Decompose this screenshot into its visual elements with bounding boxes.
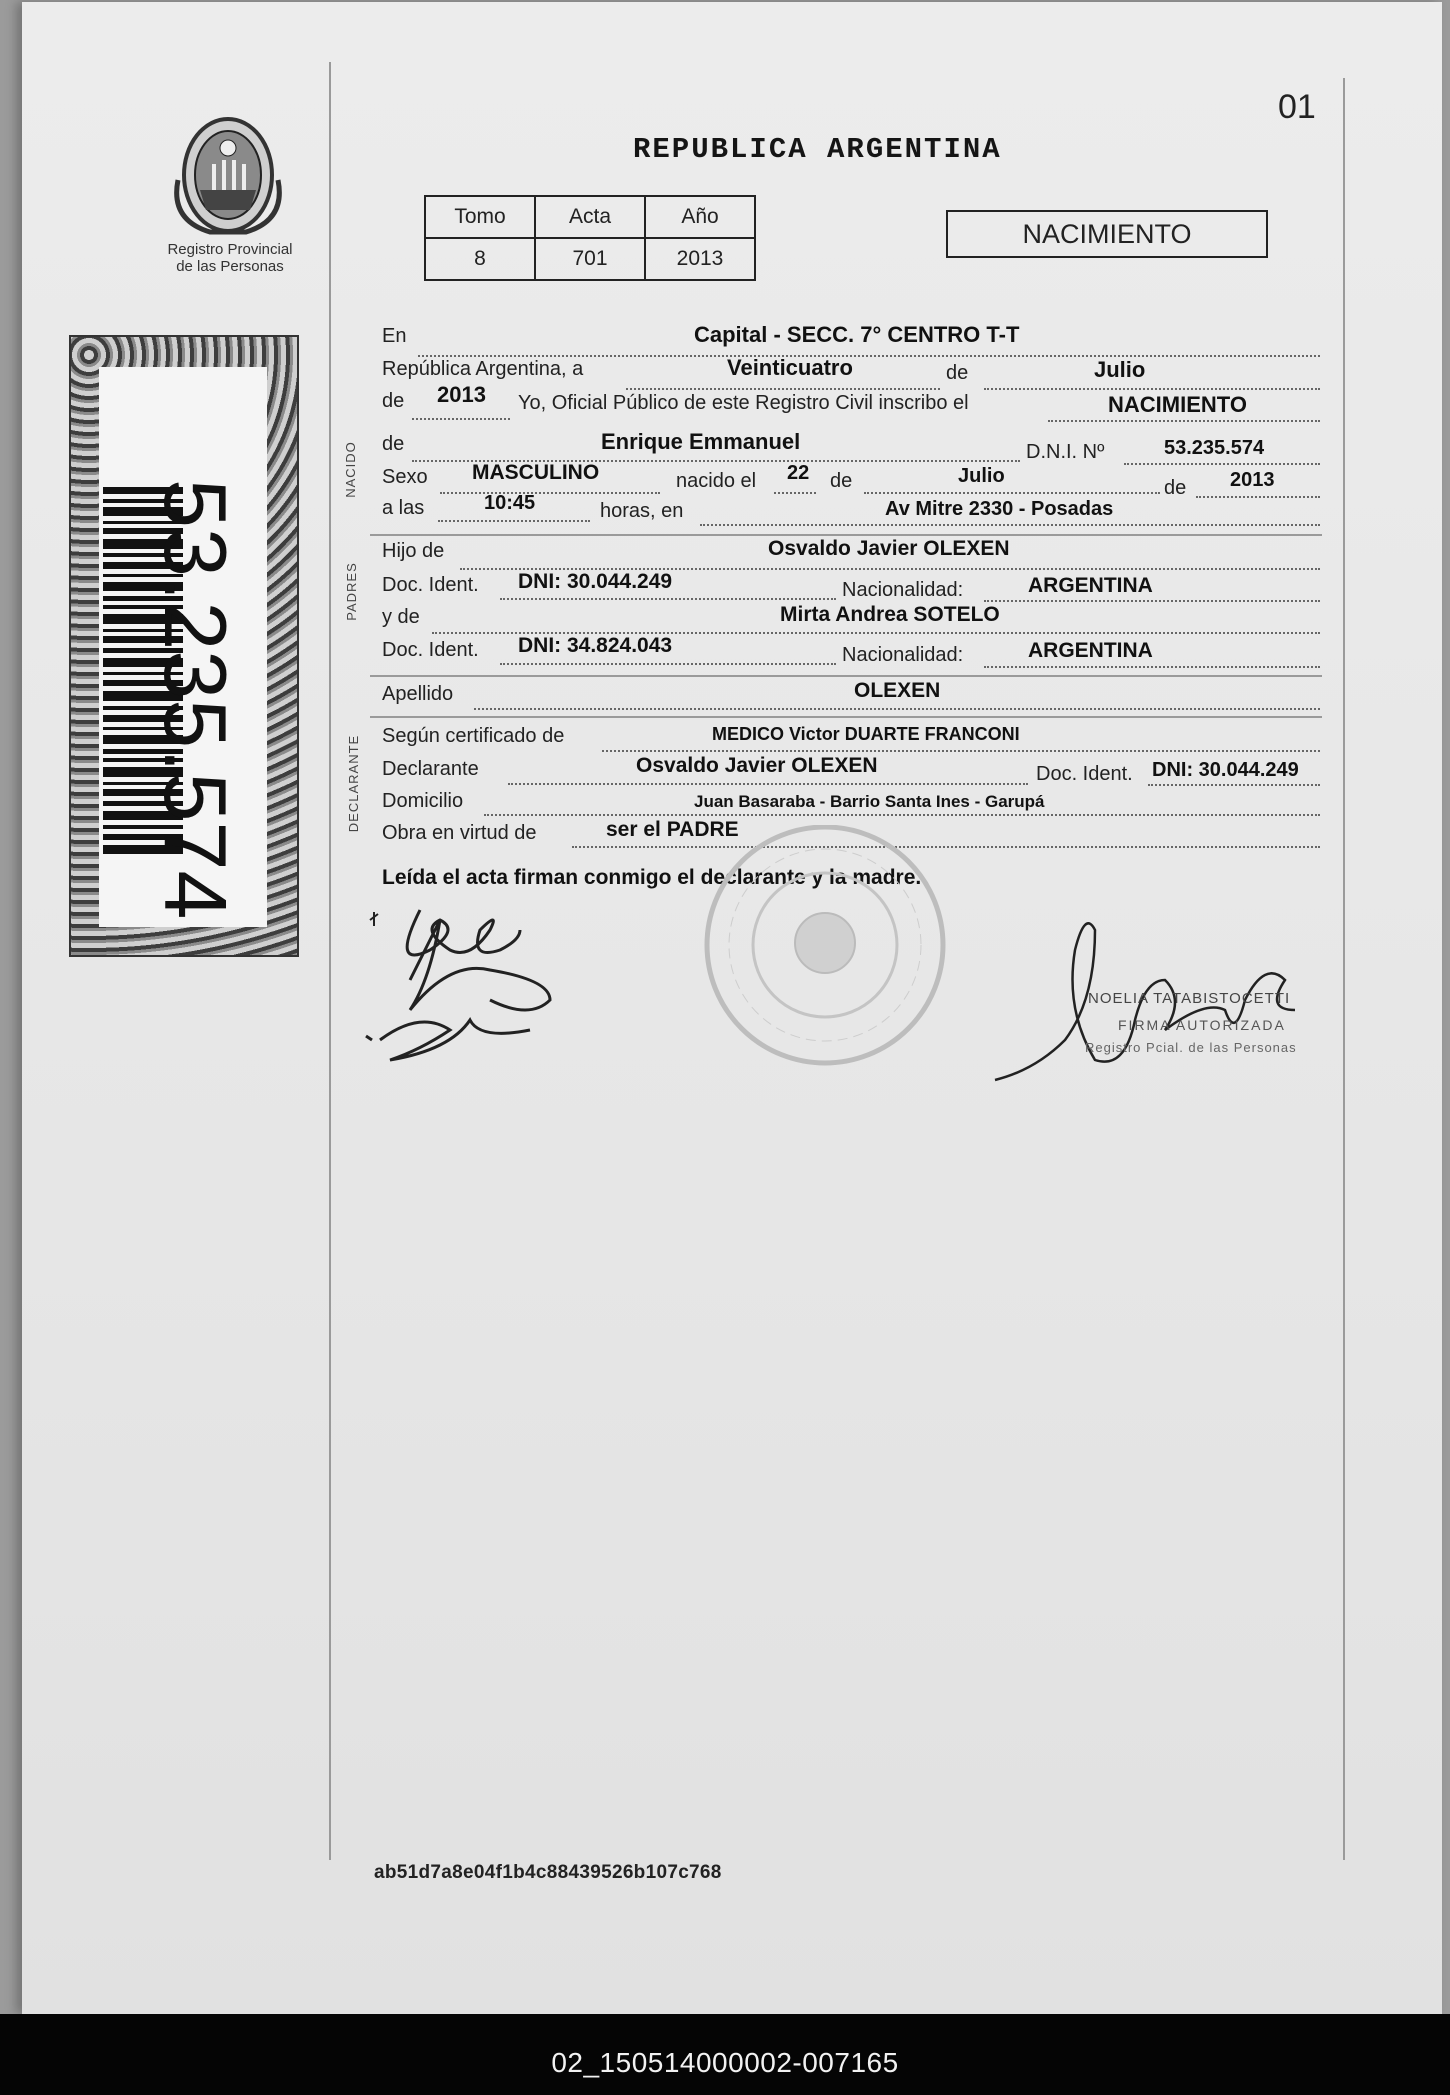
official-stamp-icon <box>690 825 960 1075</box>
label-dni: D.N.I. Nº <box>1026 441 1105 463</box>
dotted-line <box>774 492 816 494</box>
dotted-line <box>700 524 1320 526</box>
barcode-label <box>69 335 299 957</box>
dotted-line <box>1048 420 1320 422</box>
label-nacionalidad-madre: Nacionalidad: <box>842 644 964 666</box>
page-number: 01 <box>1278 88 1316 126</box>
dotted-line <box>864 492 1160 494</box>
province-crest-icon <box>170 110 286 240</box>
barcode-inner <box>99 367 267 927</box>
section-divider <box>370 534 1322 536</box>
dotted-line <box>500 663 836 665</box>
barcode-number: 53.235.574 <box>146 479 245 920</box>
side-label-declarante: DECLARANTE <box>346 734 362 833</box>
declarant-signature-icon <box>360 890 600 1070</box>
dotted-line <box>984 388 1320 390</box>
side-label-nacido: NACIDO <box>342 441 358 498</box>
value-doc-padre: DNI: 30.044.249 <box>518 570 673 593</box>
dotted-line <box>984 666 1320 668</box>
value-obra: ser el PADRE <box>606 818 739 841</box>
document-title: REPUBLICA ARGENTINA <box>633 133 1002 166</box>
dotted-line <box>440 492 660 494</box>
value-padre: Osvaldo Javier OLEXEN <box>768 537 1010 560</box>
label-obra: Obra en virtud de <box>382 822 537 844</box>
scan-file-caption: 02_150514000002-007165 <box>551 2047 899 2078</box>
value-nacido-dia: 22 <box>787 462 810 484</box>
side-label-padres: PADRES <box>343 562 359 621</box>
dotted-line <box>474 708 1320 710</box>
value-tomo: 8 <box>425 238 535 280</box>
value-nombre: Enrique Emmanuel <box>601 429 801 454</box>
header-acta: Acta <box>535 196 645 238</box>
dotted-line <box>1148 784 1320 786</box>
label-hijo-de: Hijo de <box>382 540 445 562</box>
registry-line-2: de las Personas <box>176 258 284 275</box>
tomo-acta-ano-table <box>424 195 756 281</box>
dotted-line <box>500 598 836 600</box>
dotted-line <box>438 520 590 522</box>
value-inscribo: NACIMIENTO <box>1108 392 1247 417</box>
label-doc-padre: Doc. Ident. <box>382 574 479 596</box>
dotted-line <box>1196 496 1320 498</box>
value-madre: Mirta Andrea SOTELO <box>780 603 1000 626</box>
value-domicilio: Juan Basaraba - Barrio Santa Ines - Garupá <box>694 792 1045 811</box>
label-de-mes: de <box>946 362 969 384</box>
value-apellido: OLEXEN <box>854 679 941 702</box>
authorized-officer-name: NOELIA TATABISTOCETTI <box>1088 990 1291 1007</box>
label-declarante: Declarante <box>382 758 479 780</box>
value-ano: 2013 <box>645 238 755 280</box>
value-nacionalidad-madre: ARGENTINA <box>1028 639 1153 662</box>
dotted-line <box>602 750 1320 752</box>
dotted-line <box>412 418 510 420</box>
section-divider <box>370 675 1322 677</box>
value-sexo: MASCULINO <box>472 461 600 484</box>
value-lugar-secc: Capital - SECC. 7° CENTRO T-T <box>694 322 1020 347</box>
section-divider <box>370 716 1322 718</box>
label-certificado: Según certificado de <box>382 725 565 747</box>
row-lugar <box>382 325 406 348</box>
value-nacido-mes: Julio <box>958 465 1005 487</box>
value-hora: 10:45 <box>484 492 536 514</box>
value-nacido-ano: 2013 <box>1230 469 1275 491</box>
value-acta: 701 <box>535 238 645 280</box>
value-certificado: MEDICO Victor DUARTE FRANCONI <box>712 724 1020 744</box>
label-nacionalidad-padre: Nacionalidad: <box>842 579 964 601</box>
document-hash: ab51d7a8e04f1b4c88439526b107c768 <box>374 1862 722 1883</box>
dotted-line <box>508 783 1028 785</box>
value-ano: 2013 <box>437 382 486 407</box>
value-doc-madre: DNI: 34.824.043 <box>518 634 673 657</box>
label-a-las: a las <box>382 497 425 519</box>
record-type-box: NACIMIENTO <box>946 210 1268 258</box>
header-ano: Año <box>645 196 755 238</box>
registry-office-label: Registro Pcial. de las Personas <box>1085 1040 1297 1055</box>
left-margin-rule <box>329 62 331 1860</box>
dotted-line <box>418 355 1320 357</box>
header-tomo: Tomo <box>425 196 535 238</box>
authorized-signature-label: FIRMA AUTORIZADA <box>1118 1017 1286 1033</box>
dotted-line <box>484 814 1320 816</box>
value-nacionalidad-padre: ARGENTINA <box>1028 574 1153 597</box>
value-dia: Veinticuatro <box>727 355 853 380</box>
label-horas-en: horas, en <box>600 500 684 522</box>
label-de-nombre: de <box>382 433 405 455</box>
label-doc-declarante: Doc. Ident. <box>1036 763 1133 785</box>
label-inscribo: Yo, Oficial Público de este Registro Civil inscribo el <box>518 392 969 414</box>
label-nacido-el: nacido el <box>676 470 757 492</box>
label-sexo: Sexo <box>382 466 428 488</box>
registry-line-1: Registro Provincial <box>167 241 293 258</box>
label-apellido: Apellido <box>382 683 454 705</box>
label-en: En <box>382 325 407 347</box>
value-dni: 53.235.574 <box>1164 437 1265 459</box>
value-doc-declarante: DNI: 30.044.249 <box>1152 759 1299 781</box>
label-nacido-de2: de <box>1164 477 1187 499</box>
dotted-line <box>984 600 1320 602</box>
closing-statement: Leída el acta firman conmigo el declarante y la madre. <box>382 866 922 889</box>
value-declarante: Osvaldo Javier OLEXEN <box>636 754 878 777</box>
value-lugar-nacimiento: Av Mitre 2330 - Posadas <box>885 498 1114 520</box>
value-mes: Julio <box>1094 357 1146 382</box>
dotted-line <box>1124 463 1320 465</box>
label-nacido-de: de <box>830 470 853 492</box>
label-y-de: y de <box>382 606 420 628</box>
label-doc-madre: Doc. Ident. <box>382 639 479 661</box>
label-republica: República Argentina, a <box>382 358 584 380</box>
registry-name <box>150 241 310 275</box>
label-de-ano: de <box>382 390 405 412</box>
dotted-line <box>626 388 940 390</box>
label-domicilio: Domicilio <box>382 790 464 812</box>
row-fecha <box>382 358 583 381</box>
